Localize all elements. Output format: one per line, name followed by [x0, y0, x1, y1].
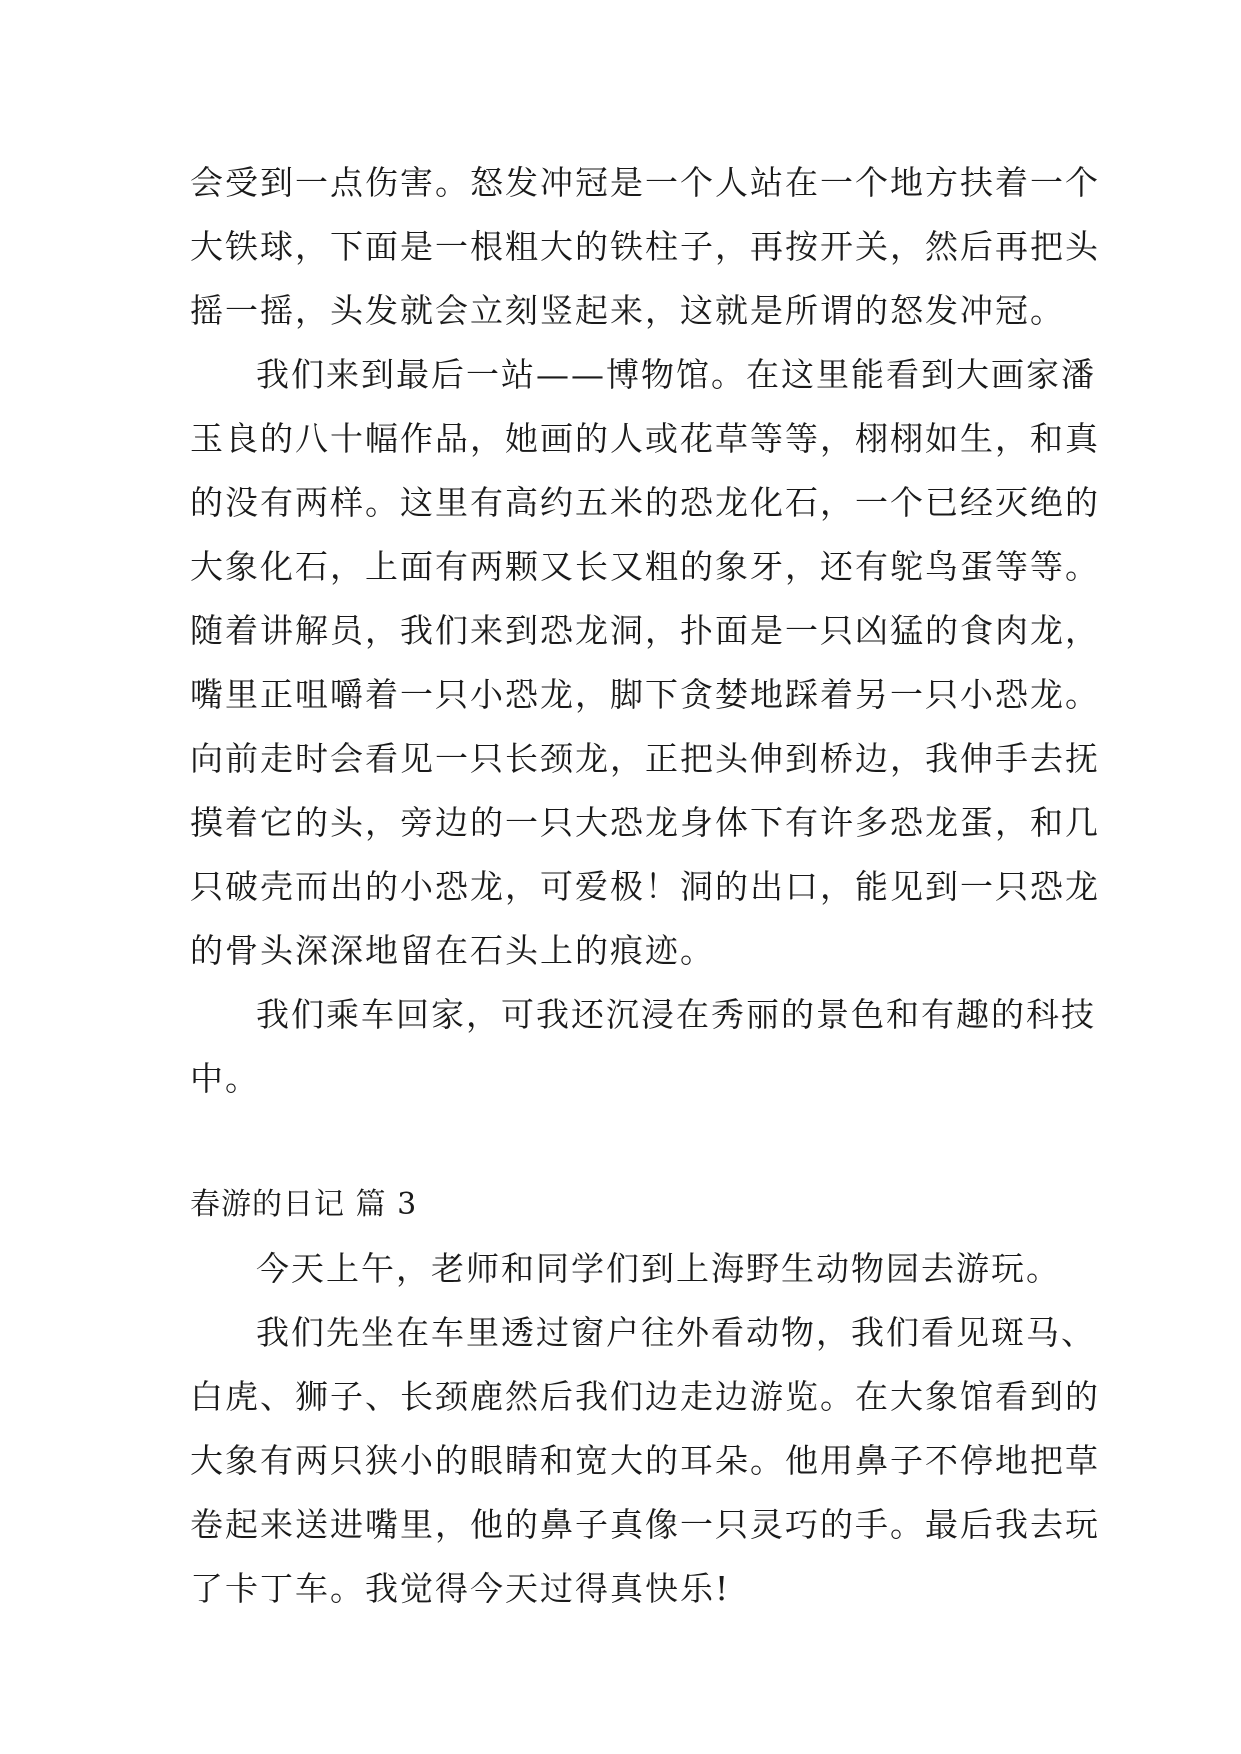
text-line: 白虎、狮子、长颈鹿然后我们边走边游览。在大象馆看到的: [190, 1377, 1100, 1416]
text-line: 摸着它的头，旁边的一只大恐龙身体下有许多恐龙蛋，和几: [190, 803, 1100, 842]
text-line: 的骨头深深地留在石头上的痕迹。: [190, 931, 715, 970]
text-line: 了卡丁车。我觉得今天过得真快乐!: [190, 1569, 731, 1608]
text-line: 摇一摇，头发就会立刻竖起来，这就是所谓的怒发冲冠。: [190, 291, 1065, 330]
text-line: 只破壳而出的小恐龙，可爱极！洞的出口，能见到一只恐龙: [190, 867, 1100, 906]
text-line: 大象化石，上面有两颗又长又粗的象牙，还有鸵鸟蛋等等。: [190, 547, 1100, 586]
text-line: 会受到一点伤害。怒发冲冠是一个人站在一个地方扶着一个: [190, 163, 1100, 202]
text-line: 中。: [190, 1059, 260, 1098]
text-line: 我们乘车回家，可我还沉浸在秀丽的景色和有趣的科技: [256, 995, 1096, 1034]
text-line: 的没有两样。这里有高约五米的恐龙化石，一个已经灭绝的: [190, 483, 1100, 522]
text-line: 今天上午，老师和同学们到上海野生动物园去游玩。: [256, 1249, 1061, 1288]
text-line: 大象有两只狭小的眼睛和宽大的耳朵。他用鼻子不停地把草: [190, 1441, 1100, 1480]
text-line: 嘴里正咀嚼着一只小恐龙，脚下贪婪地踩着另一只小恐龙。: [190, 675, 1100, 714]
text-line: 我们先坐在车里透过窗户往外看动物，我们看见斑马、: [256, 1313, 1096, 1352]
section-heading: 春游的日记 篇 3: [190, 1187, 418, 1222]
text-line: 玉良的八十幅作品，她画的人或花草等等，栩栩如生，和真: [190, 419, 1100, 458]
text-line: 我们来到最后一站——博物馆。在这里能看到大画家潘: [256, 355, 1096, 394]
text-line: 随着讲解员，我们来到恐龙洞，扑面是一只凶猛的食肉龙，: [190, 611, 1100, 650]
text-line: 向前走时会看见一只长颈龙，正把头伸到桥边，我伸手去抚: [190, 739, 1100, 778]
text-line: 卷起来送进嘴里，他的鼻子真像一只灵巧的手。最后我去玩: [190, 1505, 1100, 1544]
text-line: 大铁球，下面是一根粗大的铁柱子，再按开关，然后再把头: [190, 227, 1100, 266]
